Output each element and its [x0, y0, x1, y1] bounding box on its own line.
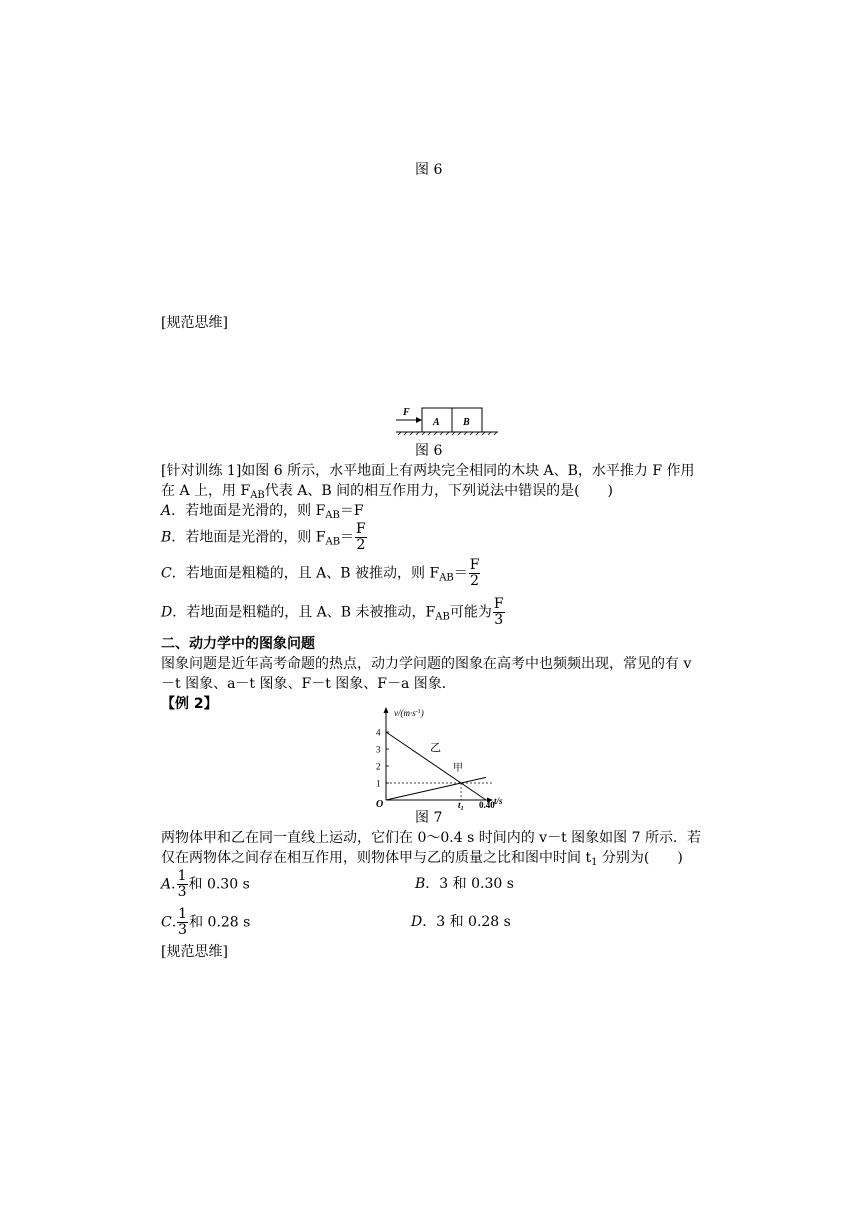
exercise-1-option-b: B．若地面是光滑的，则 $F_{AB}=$ $\frac{F}{2}$ — [161, 521, 366, 553]
question-2-option-b: B．3 和 0.30 s — [415, 876, 514, 892]
fraction-f-over-2: $\frac{F}{2}$ — [356, 521, 366, 553]
exercise-1-option-a: A．若地面是光滑的，则 $F_{AB}=F$ — [161, 503, 364, 521]
section-2-paragraph-line-1: 图象问题是近年高考命题的热点，动力学问题的图象在高考中也频频出现，常见的有 v — [161, 656, 692, 672]
exercise-1-line-2: 在 A 上，用 $F_{AB}$代表 A、B 间的相互作用力，下列说法中错误的是( ) — [161, 483, 613, 501]
question-2-option-a: A. $\frac{1}{3}$ 和 0.30 s — [161, 868, 250, 900]
x-tick-0-40: 0.40 — [479, 800, 495, 810]
question-2-option-c: C. $\frac{1}{3}$ 和 0.28 s — [161, 906, 251, 938]
figure-7-caption: 图 7 — [415, 810, 443, 826]
series-label-yi: 乙 — [430, 742, 441, 754]
section-2-paragraph-line-2: －t 图象、a－t 图象、F－t 图象、F－a 图象． — [161, 676, 456, 692]
guide-label-2: [规范思维] — [161, 944, 228, 960]
y-tick-label-3: 3 — [376, 744, 381, 755]
y-tick-label-4: 4 — [376, 727, 381, 738]
question-2-option-d: D．3 和 0.28 s — [411, 914, 511, 930]
y-tick-label-2: 2 — [376, 761, 381, 772]
y-axis-label: $v/(m\cdot s^{-1})$ — [394, 708, 424, 718]
exercise-1-option-c: C．若地面是粗糙的，且 A、B 被推动，则 $F_{AB}=$ $\frac{F}{2}$ — [161, 557, 480, 589]
t1-label: $t_1$ — [458, 800, 464, 810]
x-axis-label: t/s — [494, 796, 503, 806]
section-2-heading: 二、动力学中的图象问题 — [161, 636, 315, 652]
guide-label-1: [规范思维] — [161, 315, 228, 331]
example-2-label: 【例 2】 — [161, 696, 218, 712]
figure-6-diagram — [394, 402, 500, 436]
series-line-jia — [386, 777, 486, 800]
fraction-f-over-3: $\frac{F}{3}$ — [493, 596, 504, 628]
figure-6-caption: 图 6 — [415, 443, 443, 459]
fraction-1-over-3: $\frac{1}{3}$ — [177, 868, 187, 900]
force-label: F — [403, 407, 410, 418]
exercise-1-option-d: D．若地面是粗糙的，且 A、B 未被推动，$F_{AB}$可能为 $\frac{F}{3}$ — [161, 596, 504, 628]
force-arrow-head — [416, 417, 422, 423]
figure-6-top-caption: 图 6 — [415, 162, 443, 178]
fraction-1-over-3: $\frac{1}{3}$ — [178, 906, 188, 938]
y-tick-label-1: 1 — [376, 778, 381, 789]
origin-label: O — [376, 799, 384, 810]
block-a-label: A — [433, 417, 440, 428]
figure-7-chart — [368, 704, 518, 810]
block-b-label: B — [463, 417, 470, 428]
series-label-jia: 甲 — [453, 763, 463, 774]
question-2-line-2: 仅在两物体之间存在相互作用，则物体甲与乙的质量之比和图中时间 $t_1$ 分别为( ) — [161, 850, 683, 868]
question-2-line-1: 两物体甲和乙在同一直线上运动，它们在 0～0.4 s 时间内的 v－t 图象如图 7 所示．若 — [161, 830, 701, 846]
fraction-f-over-2: $\frac{F}{2}$ — [469, 557, 480, 589]
y-axis-arrow — [384, 707, 389, 713]
exercise-1-line-1: [针对训练 1]如图 6 所示，水平地面上有两块完全相同的木块 A、B，水平推力 F 作用 — [161, 463, 695, 479]
